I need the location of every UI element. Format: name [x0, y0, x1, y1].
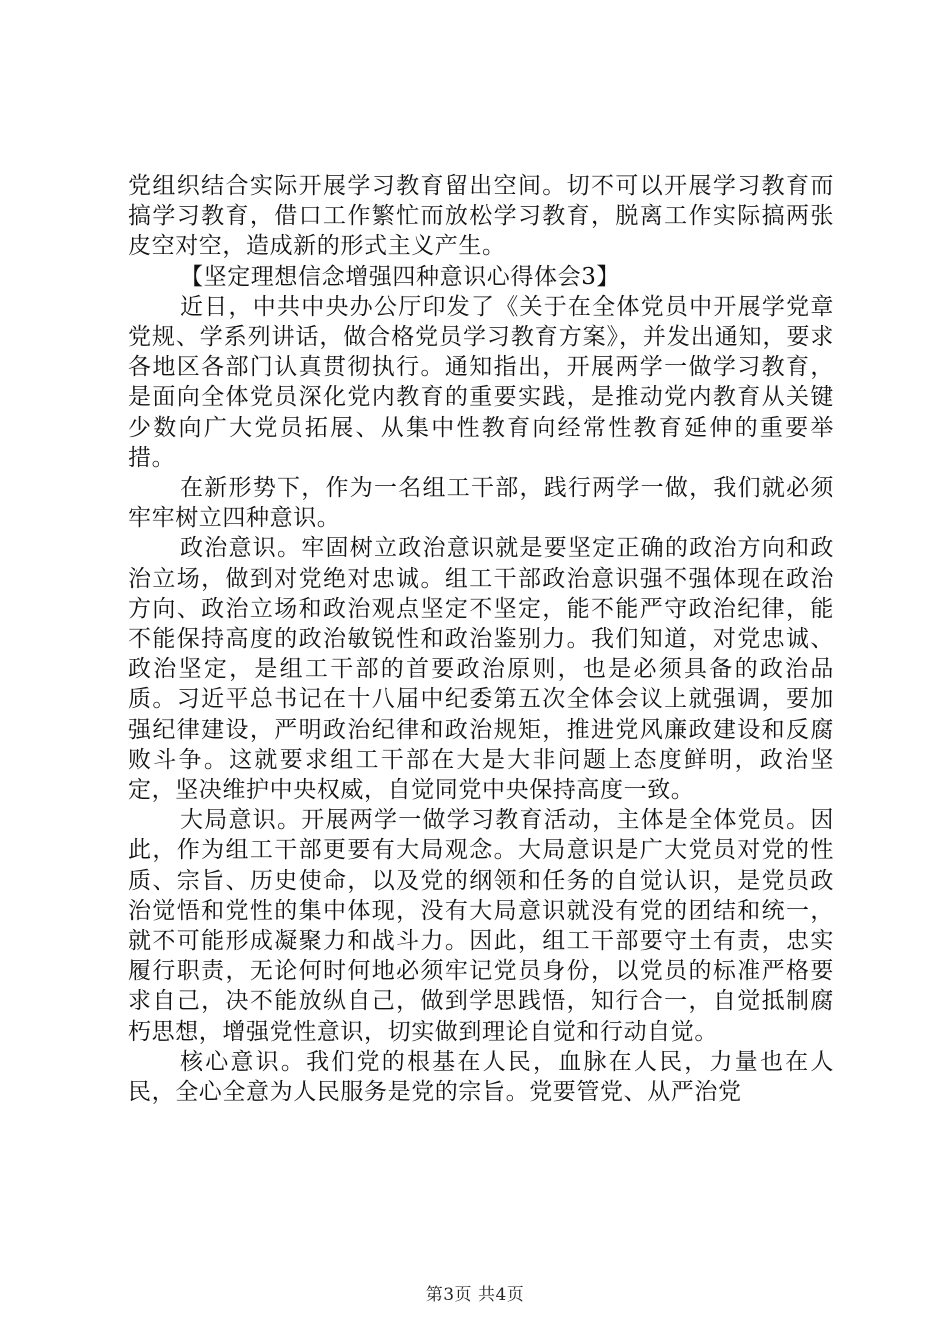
paragraph-political-awareness: 政治意识。牢固树立政治意识就是要坚定正确的政治方向和政治立场，做到对党绝对忠诚。组工干部政治意识强不强体现在政治方向、政治立场和政治观点坚定不坚定，能不能严守政治纪律，能不能保持高度的政治敏锐性和政治鉴别力。我们知道，对党忠诚、政治坚定，是组工干部的首要政治原则，也是必须具备的政治品质。习近平总书记在十八届中纪委第五次全体会议上就强调，要加强纪律建设，严明政治纪律和政治规矩，推进党风廉政建设和反腐败斗争。这就要求组工干部在大是大非问题上态度鲜明，政治坚定，坚决维护中央权威，自觉同党中央保持高度一致。	[128, 535, 834, 804]
paragraph-continuation: 党组织结合实际开展学习教育留出空间。切不可以开展学习教育而搞学习教育，借口工作繁忙而放松学习教育，脱离工作实际搞两张皮空对空，造成新的形式主义产生。	[128, 173, 834, 260]
section-heading: 【坚定理想信念增强四种意识心得体会3】	[180, 263, 621, 290]
page-footer	[0, 1280, 950, 1305]
paragraph-core-awareness: 核心意识。我们党的根基在人民，血脉在人民，力量也在人民，全心全意为人民服务是党的宗旨。党要管党、从严治党	[128, 1048, 834, 1106]
page-number-label: 第3页 共4页	[425, 1285, 525, 1305]
document-body	[128, 171, 834, 1107]
paragraph-overall-awareness: 大局意识。开展两学一做学习教育活动，主体是全体党员。因此，作为组工干部更要有大局观念。大局意识是广大党员对党的性质、宗旨、历史使命，以及党的纲领和任务的自觉认识，是党员政治觉悟和党性的集中体现，没有大局意识就没有党的团结和统一，就不可能形成凝聚力和战斗力。因此，组工干部要守土有责，忠实履行职责，无论何时何地必须牢记党员身份，以党员的标准严格要求自己，决不能放纵自己，做到学思践悟，知行合一，自觉抵制腐朽思想，增强党性意识，切实做到理论自觉和行动自觉。	[128, 807, 834, 1045]
paragraph-four-awareness: 在新形势下，作为一名组工干部，践行两学一做，我们就必须牢牢树立四种意识。	[128, 475, 834, 532]
paragraph-intro: 近日，中共中央办公厅印发了《关于在全体党员中开展学党章党规、学系列讲话，做合格党员学习教育方案》，并发出通知，要求各地区各部门认真贯彻执行。通知指出，开展两学一做学习教育，是面向全体党员深化党内教育的重要实践，是推动党内教育从关键少数向广大党员拓展、从集中性教育向经常性教育延伸的重要举措。	[128, 293, 834, 471]
